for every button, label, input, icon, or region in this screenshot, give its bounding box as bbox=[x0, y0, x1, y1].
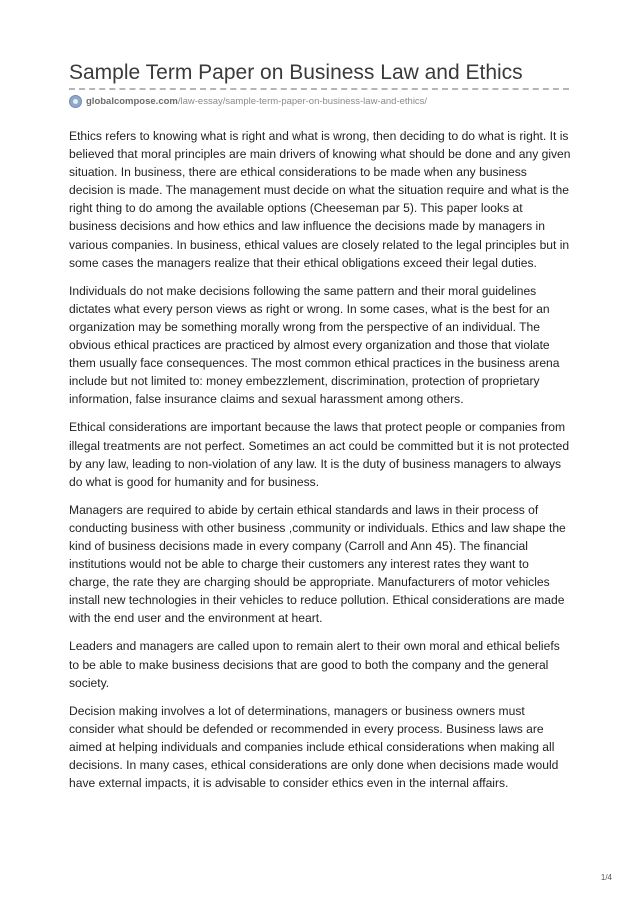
paragraph: Ethical considerations are important because the laws that protect people or companies from illegal treatments are not perfect. Sometimes an act could be committed but it is not protected by any law, leading to non-violation of any law. It is the duty of business managers to always do what is good for humanity and for business. bbox=[69, 420, 570, 489]
page-title: Sample Term Paper on Business Law and Ethics bbox=[69, 61, 523, 84]
document-body bbox=[69, 127, 572, 802]
paragraph: Individuals do not make decisions following the same pattern and their moral guidelines dictates what every person views as right or wrong. In some cases, what is the best for an organization may be something morally wrong from the perspective of an individual. The obvious ethical practices are practiced by almost every organization and those that violate them usually face consequences. The most common ethical practices in the business arena include but not limited to: money embezzlement, discrimination, protection of proprietary information, false insurance claims and sexual harassment among others. bbox=[69, 283, 560, 407]
source-domain[interactable]: globalcompose.com bbox=[86, 95, 178, 107]
globe-icon bbox=[69, 95, 82, 108]
page-number: 1/4 bbox=[600, 873, 612, 882]
paragraph: Decision making involves a lot of determinations, managers or business owners must consider what should be defended or recommended in every process. Business laws are aimed at helping individuals and companies include ethical considerations when making all decisions. In many cases, ethical considerations are only done when decisions made would have external impacts, it is advisable to consider ethics even in the internal affairs. bbox=[69, 703, 559, 791]
source-path[interactable]: /law-essay/sample-term-paper-on-business-law-and-ethics/ bbox=[177, 95, 428, 107]
paragraph: Leaders and managers are called upon to remain alert to their own moral and ethical beliefs to be able to make business decisions that are good to both the company and the general society. bbox=[69, 639, 560, 690]
title-divider bbox=[69, 88, 569, 90]
paragraph: Managers are required to abide by certain ethical standards and laws in their process of conducting business with other business ,community or individuals. Ethics and law shape the kind of business decisions made in every company (Carroll and Ann 45). The financial institutions would not be able to charge their customers any interest rates they want to charge, the rate they are charging should be appropriate. Manufacturers of motor vehicles install new technologies in their vehicles to reduce pollution. Ethical considerations are made with the end user and the environment at heart. bbox=[69, 502, 566, 626]
source-url[interactable] bbox=[69, 93, 427, 109]
paragraph: Ethics refers to knowing what is right and what is wrong, then deciding to do what is right. It is believed that moral principles are main drivers of knowing what should be done and any given situation. In business, there are ethical considerations to be made when any business decision is made. The management must decide on what the situation require and what is the right thing to do among the available options (Cheeseman par 5). This paper looks at business decisions and how ethics and law influence the decisions made by managers in various companies. In business, ethical values are closely related to the legal principles but in some cases the managers realize that their ethical obligations exceed their legal duties. bbox=[69, 129, 571, 270]
